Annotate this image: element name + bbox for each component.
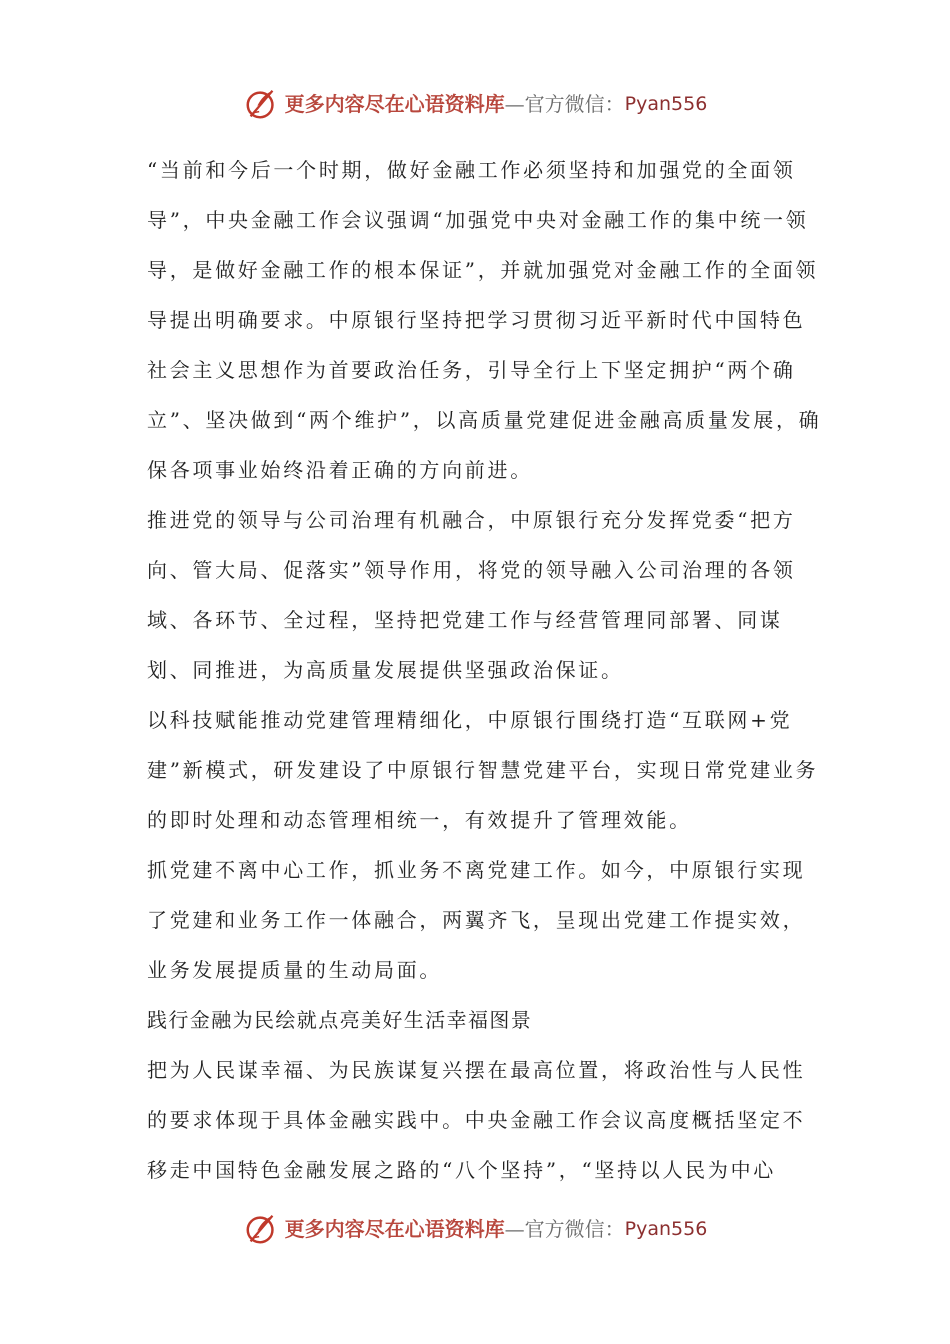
banner-wechat-id: Pyan556 [624,93,708,115]
quill-logo-icon [243,85,281,123]
banner-title: 更多内容尽在心语资料库 [284,92,505,116]
paragraph: 推进党的领导与公司治理有机融合，中原银行充分发挥党委“把方向、管大局、促落实”领导作用，将党的领导融入公司治理的各领域、各环节、全过程，坚持把党建工作与经营管理同部署、同谋划、同推进，为高质量发展提供坚强政治保证。 [147,508,796,682]
article-body [147,145,827,1195]
quill-logo-icon [243,1210,281,1248]
paragraph: “当前和今后一个时期，做好金融工作必须坚持和加强党的全面领导”，中央金融工作会议强调“加强党中央对金融工作的集中统一领导，是做好金融工作的根本保证”，并就加强党对金融工作的全面领导提出明确要求。中原银行坚持把学习贯彻习近平新时代中国特色社会主义思想作为首要政治任务，引导全行上下坚定拥护“两个确立”、坚决做到“两个维护”，以高质量党建促进金融高质量发展，确保各项事业始终沿着正确的方向前进。 [147,158,822,482]
section-heading: 践行金融为民绘就点亮美好生活幸福图景 [147,1008,533,1032]
paragraph: 抓党建不离中心工作，抓业务不离党建工作。如今，中原银行实现了党建和业务工作一体融合，两翼齐飞，呈现出党建工作提实效，业务发展提质量的生动局面。 [147,858,806,982]
footer-banner [0,1209,950,1249]
header-banner [0,84,950,124]
paragraph: 把为人民谋幸福、为民族谋复兴摆在最高位置，将政治性与人民性的要求体现于具体金融实践中。中央金融工作会议高度概括坚定不移走中国特色金融发展之路的“八个坚持”，“坚持以人民为中心 [147,1058,806,1182]
banner-title: 更多内容尽在心语资料库 [284,1217,505,1241]
banner-separator: —官方微信： [504,1217,625,1241]
banner-wechat-id: Pyan556 [624,1218,708,1240]
paragraph: 以科技赋能推动党建管理精细化，中原银行围绕打造“互联网+党建”新模式，研发建设了中原银行智慧党建平台，实现日常党建业务的即时处理和动态管理相统一，有效提升了管理效能。 [147,708,819,832]
banner-separator: —官方微信： [504,92,625,116]
